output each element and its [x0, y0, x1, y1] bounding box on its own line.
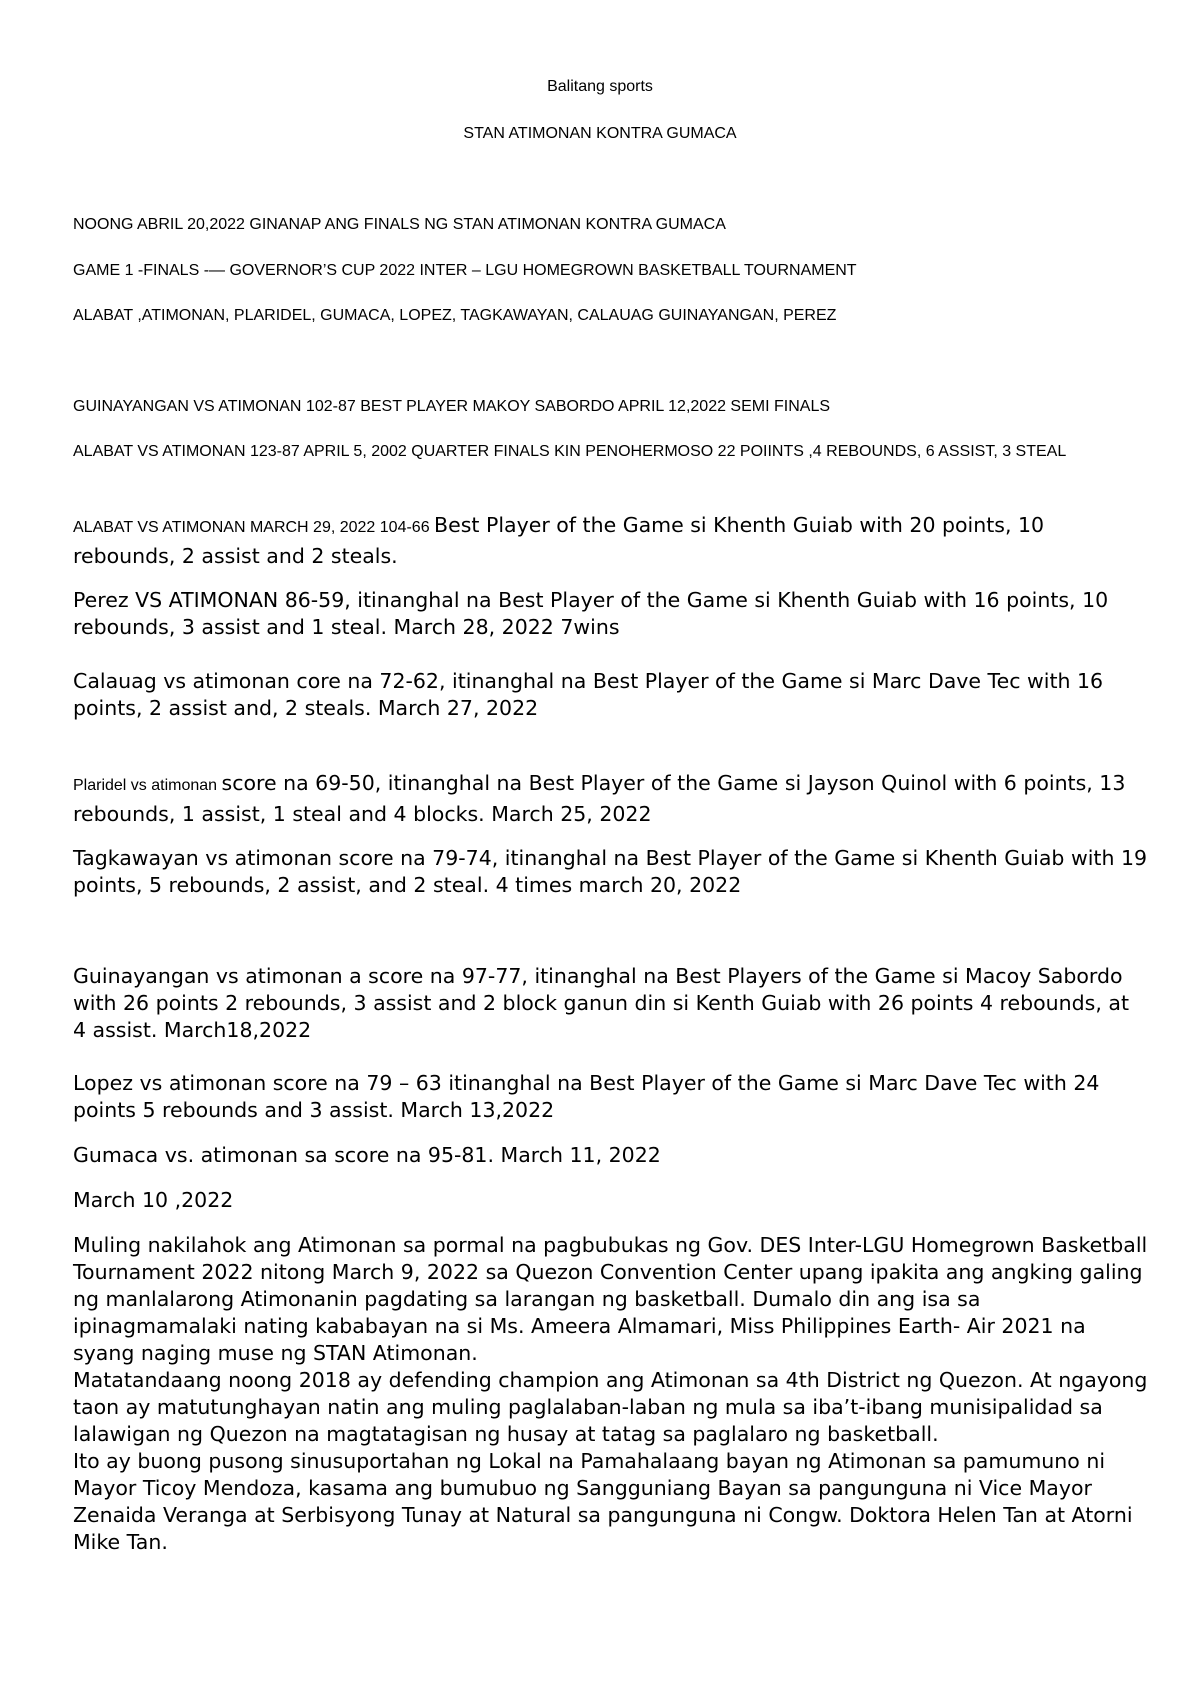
- game-lopez: Lopez vs atimonan score na 79 – 63 itinanghal na Best Player of the Game si Marc Dave Tec with 24 points 5 rebounds and 3 assist. March 13,2022: [73, 1071, 1100, 1122]
- section-kicker: Balitang sports: [547, 78, 653, 95]
- game-quarterfinals: ALABAT VS ATIMONAN 123-87 APRIL 5, 2002 QUARTER FINALS KIN PENOHERMOSO 22 POIINTS ,4 REBOUNDS, 6 ASSIST, 3 STEAL: [73, 443, 1067, 460]
- game-plaridel-text: score na 69-50, itinanghal na Best Player of the Game si Jayson Quinol with 6 points, 13 rebounds, 1 assist, 1 steal and 4 blocks. March 25, 2022: [73, 771, 1126, 826]
- story-body: [73, 1232, 1148, 1556]
- game-alabat-prefix: ALABAT VS ATIMONAN MARCH 29, 2022 104-66: [73, 519, 435, 536]
- game-tagkawayan: Tagkawayan vs atimonan score na 79-74, itinanghal na Best Player of the Game si Khenth Guiab with 19 points, 5 rebounds, 2 assist, and 2 steal. 4 times march 20, 2022: [73, 846, 1148, 897]
- game-plaridel: [73, 770, 1148, 828]
- game-alabat-text: Best Player of the Game si Khenth Guiab with 20 points, 10 rebounds, 2 assist and 2 steals.: [73, 513, 1045, 568]
- game-plaridel-prefix: Plaridel vs atimonan: [73, 777, 222, 794]
- game-gumaca: Gumaca vs. atimonan sa score na 95-81. March 11, 2022: [73, 1143, 661, 1167]
- game-alabat: [73, 512, 1148, 570]
- story-paragraph-1: Muling nakilahok ang Atimonan sa pormal na pagbubukas ng Gov. DES Inter-LGU Homegrown Basketball Tournament 2022 nitong March 9, 2022 sa Quezon Convention Center upang ipakita ang angking galing ng manlalarong Atimonanin pagdating sa larangan ng basketball. Dumalo din ang isa sa ipinagmamalaki nating kababayan na si Ms. Ameera Almamari, Miss Philippines Earth- Air 2021 na syang naging muse ng STAN Atimonan.: [73, 1233, 1148, 1365]
- game-perez: Perez VS ATIMONAN 86-59, itinanghal na Best Player of the Game si Khenth Guiab with 16 points, 10 rebounds, 3 assist and 1 steal. March 28, 2022 7wins: [73, 588, 1109, 639]
- game-march10: March 10 ,2022: [73, 1188, 234, 1212]
- game-calauag: Calauag vs atimonan core na 72-62, itinanghal na Best Player of the Game si Marc Dave Tec with 16 points, 2 assist and, 2 steals. March 27, 2022: [73, 669, 1104, 720]
- story-paragraph-2: Matatandaang noong 2018 ay defending champion ang Atimonan sa 4th District ng Quezon. At ngayong taon ay matutunghayan natin ang muling paglalaban-laban ng mula sa iba’t-ibang munisipalidad sa lalawigan ng Quezon na magtatagisan ng husay at tatag sa paglalaro ng basketball.: [73, 1368, 1148, 1446]
- game-semifinals: GUINAYANGAN VS ATIMONAN 102-87 BEST PLAYER MAKOY SABORDO APRIL 12,2022 SEMI FINALS: [73, 398, 831, 415]
- headline: STAN ATIMONAN KONTRA GUMACA: [463, 125, 737, 142]
- story-paragraph-3: Ito ay buong pusong sinusuportahan ng Lokal na Pamahalaang bayan ng Atimonan sa pamumuno ni Mayor Ticoy Mendoza, kasama ang bumubuo ng Sangguniang Bayan sa pangunguna ni Vice Mayor Zenaida Veranga at Serbisyong Tunay at Natural sa pangunguna ni Congw. Doktora Helen Tan at Atorni Mike Tan.: [73, 1449, 1133, 1554]
- intro-finals-line: NOONG ABRIL 20,2022 GINANAP ANG FINALS NG STAN ATIMONAN KONTRA GUMACA: [73, 216, 726, 233]
- game-guinayangan: Guinayangan vs atimonan a score na 97-77, itinanghal na Best Players of the Game si Macoy Sabordo with 26 points 2 rebounds, 3 assist and 2 block ganun din si Kenth Guiab with 26 points 4 rebounds, at 4 assist. March18,2022: [73, 964, 1129, 1042]
- intro-towns-line: ALABAT ,ATIMONAN, PLARIDEL, GUMACA, LOPEZ, TAGKAWAYAN, CALAUAG GUINAYANGAN, PEREZ: [73, 307, 837, 324]
- intro-tournament-line: GAME 1 -FINALS -— GOVERNOR’S CUP 2022 INTER – LGU HOMEGROWN BASKETBALL TOURNAMENT: [73, 262, 857, 279]
